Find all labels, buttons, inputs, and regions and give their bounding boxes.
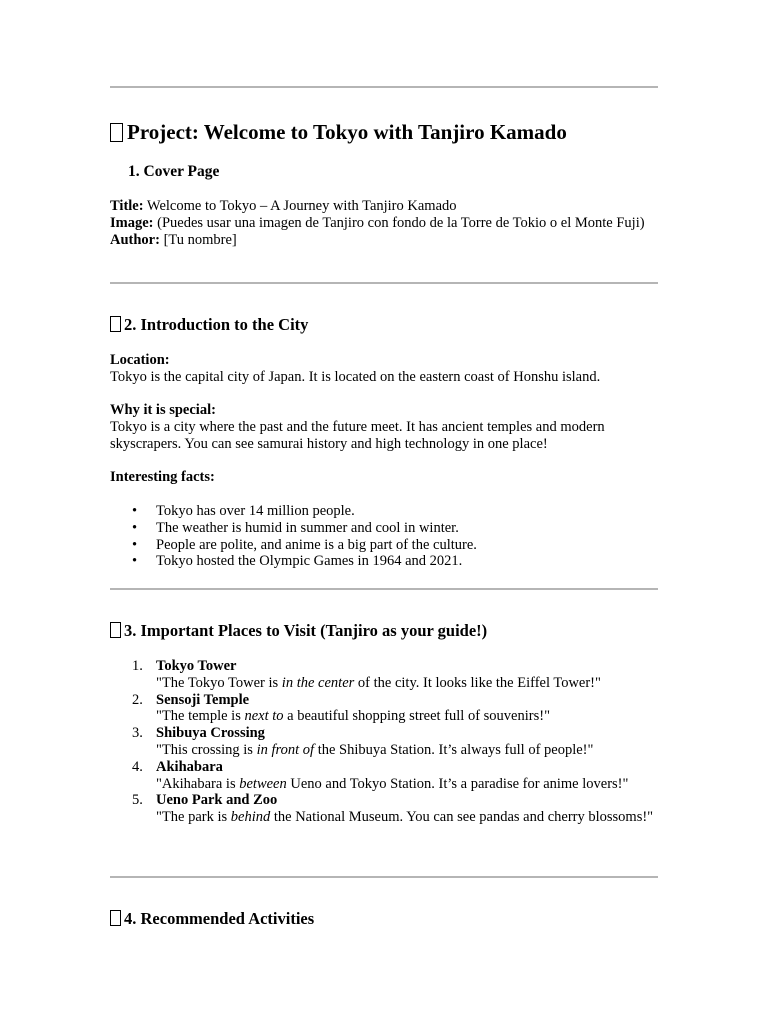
quote-text: Ueno and Tokyo Station. It’s a paradise for anime lovers!": [286, 775, 629, 792]
list-item: [110, 503, 658, 520]
place-name: Sensoji Temple: [156, 691, 250, 708]
fact-text: People are polite, and anime is a big part of the culture.: [156, 536, 477, 553]
place-quote: [156, 708, 658, 725]
bullet-icon: •: [132, 503, 138, 519]
location-label: Location:: [110, 352, 170, 368]
bullet-icon: •: [132, 553, 138, 570]
fact-text: Tokyo hosted the Olympic Games in 1964 and 2021.: [156, 553, 463, 570]
quote-text: "This crossing is: [156, 741, 257, 758]
image-label: Image:: [110, 214, 154, 231]
item-number: 5.: [132, 792, 143, 809]
location-text: Tokyo is the capital city of Japan. It is located on the eastern coast of Honshu island.: [110, 368, 601, 385]
item-number: 4.: [132, 758, 143, 775]
list-item: [110, 553, 658, 570]
missing-glyph-icon: [110, 622, 121, 638]
intro-heading-text: 2. Introduction to the City: [124, 315, 309, 334]
cover-page-heading: 1. Cover Page: [128, 163, 220, 180]
bullet-icon: •: [132, 536, 138, 553]
place-name: Tokyo Tower: [156, 658, 237, 674]
quote-text: "Akihabara is: [156, 775, 240, 792]
fact-text: Tokyo has over 14 million people.: [156, 503, 355, 519]
special-text: Tokyo is a city where the past and the future meet. It has ancient temples and modern skyscrapers. You can see samurai history and high technology in one place!: [110, 418, 605, 452]
bullet-icon: •: [132, 519, 138, 536]
missing-glyph-icon: [110, 910, 121, 926]
quote-text: "The park is: [156, 809, 231, 826]
item-number: 1.: [132, 658, 143, 674]
page-title-text: Project: Welcome to Tokyo with Tanjiro Kamado: [127, 120, 567, 144]
place-quote: [156, 675, 658, 692]
divider: [110, 876, 658, 878]
special-label: Why it is special:: [110, 402, 216, 418]
places-list: [110, 658, 658, 826]
quote-emphasis: in the center: [281, 674, 355, 691]
facts-label: Interesting facts:: [110, 469, 215, 485]
item-number: 3.: [132, 725, 143, 742]
cover-details: [110, 198, 658, 248]
place-name: Shibuya Crossing: [156, 725, 265, 742]
quote-text: "The temple is: [156, 708, 245, 725]
location-block: [110, 352, 658, 386]
list-item: [110, 759, 658, 793]
activities-heading-text: 4. Recommended Activities: [124, 909, 315, 928]
page-title: [110, 118, 567, 146]
list-item: [110, 725, 658, 759]
quote-emphasis: in front of: [256, 741, 315, 758]
facts-list: [110, 503, 658, 570]
quote-text: "The Tokyo Tower is: [156, 674, 282, 691]
list-item: [110, 520, 658, 537]
places-heading-text: 3. Important Places to Visit (Tanjiro as your guide!): [124, 621, 488, 640]
quote-text: the National Museum. You can see pandas and cherry blossoms!": [270, 809, 654, 826]
place-quote: [156, 776, 658, 793]
special-block: [110, 402, 658, 452]
place-name: Akihabara: [156, 758, 223, 775]
quote-text: a beautiful shopping street full of souvenirs!": [283, 708, 550, 725]
quote-text: the Shibuya Station. It’s always full of people!": [314, 741, 594, 758]
list-item: [110, 792, 658, 826]
place-quote: [156, 742, 658, 759]
item-number: 2.: [132, 691, 143, 708]
quote-emphasis: between: [239, 775, 287, 792]
divider: [110, 588, 658, 590]
title-label: Title:: [110, 198, 144, 214]
author-label: Author:: [110, 231, 160, 248]
quote-text: of the city. It looks like the Eiffel Tower!": [354, 674, 601, 691]
missing-glyph-icon: [110, 316, 121, 332]
fact-text: The weather is humid in summer and cool in winter.: [156, 519, 459, 536]
divider: [110, 282, 658, 284]
quote-emphasis: next to: [244, 708, 284, 725]
image-value: (Puedes usar una imagen de Tanjiro con fondo de la Torre de Tokio o el Monte Fuji): [153, 214, 645, 231]
intro-heading: [110, 314, 308, 336]
title-value: Welcome to Tokyo – A Journey with Tanjiro Kamado: [143, 198, 457, 214]
facts-label-block: [110, 469, 658, 486]
place-quote: [156, 809, 658, 826]
place-name: Ueno Park and Zoo: [156, 792, 278, 809]
list-item: [110, 537, 658, 554]
author-value: [Tu nombre]: [159, 231, 237, 248]
divider: [110, 86, 658, 88]
quote-emphasis: behind: [230, 809, 271, 826]
list-item: [110, 692, 658, 726]
places-heading: [110, 620, 487, 642]
missing-glyph-icon: [110, 123, 123, 142]
activities-heading: [110, 908, 314, 930]
list-item: [110, 658, 658, 692]
